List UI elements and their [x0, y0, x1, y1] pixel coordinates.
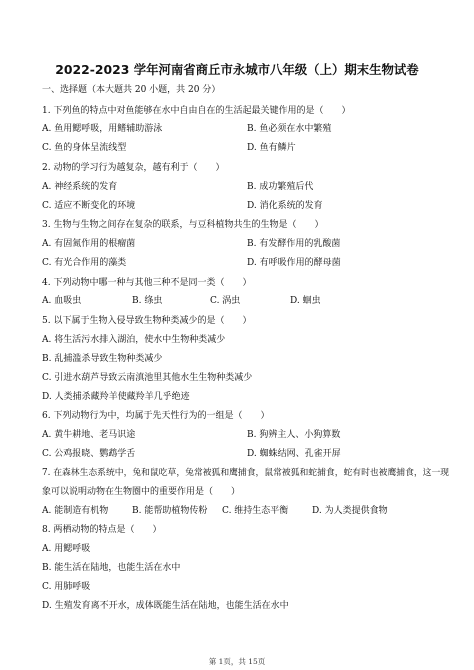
question-4-option-b: B. 绦虫 — [132, 296, 163, 306]
question-4-option-d: D. 蛔虫 — [290, 296, 321, 306]
question-2-option-b: B. 成功繁殖后代 — [247, 182, 314, 192]
question-5-stem: 5. 以下属于生物入侵导致生物种类减少的是（ ） — [42, 316, 252, 326]
question-7-option-d: D. 为人类提供食物 — [312, 506, 388, 516]
question-1-option-d: D. 鱼有鳞片 — [247, 143, 296, 153]
question-3-option-c: C. 有光合作用的藻类 — [42, 258, 127, 268]
question-2-stem: 2. 动物的学习行为越复杂，越有利于（ ） — [42, 163, 225, 173]
question-5-option-a: A. 将生活污水排入湖泊，使水中生物种类减少 — [42, 335, 226, 345]
question-1-option-b: B. 鱼必须在水中繁殖 — [247, 124, 332, 134]
page-footer: 第 1页，共 15页 — [208, 657, 266, 666]
question-6-option-b: B. 狗辨主人、小狗算数 — [247, 430, 341, 440]
question-4-option-c: C. 涡虫 — [210, 296, 241, 306]
question-7-option-c: C. 维持生态平衡 — [222, 506, 289, 516]
question-2-option-c: C. 适应不断变化的环境 — [42, 201, 136, 211]
document-title: 2022-2023 学年河南省商丘市永城市八年级（上）期末生物试卷 — [55, 62, 419, 77]
question-2-option-d: D. 消化系统的发育 — [247, 201, 323, 211]
question-6-option-c: C. 公鸡报晓、鹦鹉学舌 — [42, 449, 136, 459]
question-6-option-a: A. 黄牛耕地、老马识途 — [42, 430, 136, 440]
question-4-stem: 4. 下列动物中哪一种与其他三种不是同一类（ ） — [42, 278, 252, 288]
question-8-option-a: A. 用鳃呼吸 — [42, 544, 91, 554]
question-1-option-c: C. 鱼的身体呈流线型 — [42, 143, 127, 153]
question-2-option-a: A. 神经系统的发育 — [42, 182, 118, 192]
question-1-stem: 1. 下列鱼的特点中对鱼能够在水中自由自在的生活起最关键作用的是（ ） — [42, 106, 351, 116]
question-7-stem: 7. 在森林生态系统中，兔和鼠吃草，兔常被狐和鹰捕食，鼠常被狐和蛇捕食，蛇有时也被鹰捕食，这一现 — [42, 468, 450, 478]
question-3-stem: 3. 生物与生物之间存在复杂的联系，与豆科植物共生的生物是（ ） — [42, 220, 324, 230]
question-6-stem: 6. 下列动物行为中，均属于先天性行为的一组是（ ） — [42, 411, 270, 421]
question-8-option-d: D. 生殖发育离不开水，成体既能生活在陆地，也能生活在水中 — [42, 601, 289, 611]
question-6-option-d: D. 蜘蛛结网、孔雀开屏 — [247, 449, 341, 459]
question-7-option-b: B. 能帮助植物传粉 — [132, 506, 208, 516]
question-5-option-b: B. 乱捕滥杀导致生物种类减少 — [42, 354, 163, 364]
question-8-option-c: C. 用肺呼吸 — [42, 582, 91, 592]
question-3-option-d: D. 有呼吸作用的酵母菌 — [247, 258, 341, 268]
question-3-option-b: B. 有发酵作用的乳酸菌 — [247, 239, 341, 249]
question-4-option-a: A. 血吸虫 — [42, 296, 82, 306]
question-8-option-b: B. 能生活在陆地，也能生活在水中 — [42, 563, 181, 573]
question-7-stem-continued: 象可以说明动物在生物圈中的重要作用是（ ） — [42, 487, 241, 497]
question-5-option-c: C. 引进水葫芦导致云南滇池里其他水生生物种类减少 — [42, 373, 253, 383]
question-3-option-a: A. 有固氮作用的根瘤菌 — [42, 239, 136, 249]
question-5-option-d: D. 人类捕杀藏羚羊使藏羚羊几乎绝迹 — [42, 392, 190, 402]
question-7-option-a: A. 能制造有机物 — [42, 506, 109, 516]
question-1-option-a: A. 鱼用鳃呼吸，用鳍辅助游泳 — [42, 124, 163, 134]
section-heading: 一、选择题（本大题共 20 小题，共 20 分） — [42, 85, 221, 95]
question-8-stem: 8. 两栖动物的特点是（ ） — [42, 525, 162, 535]
